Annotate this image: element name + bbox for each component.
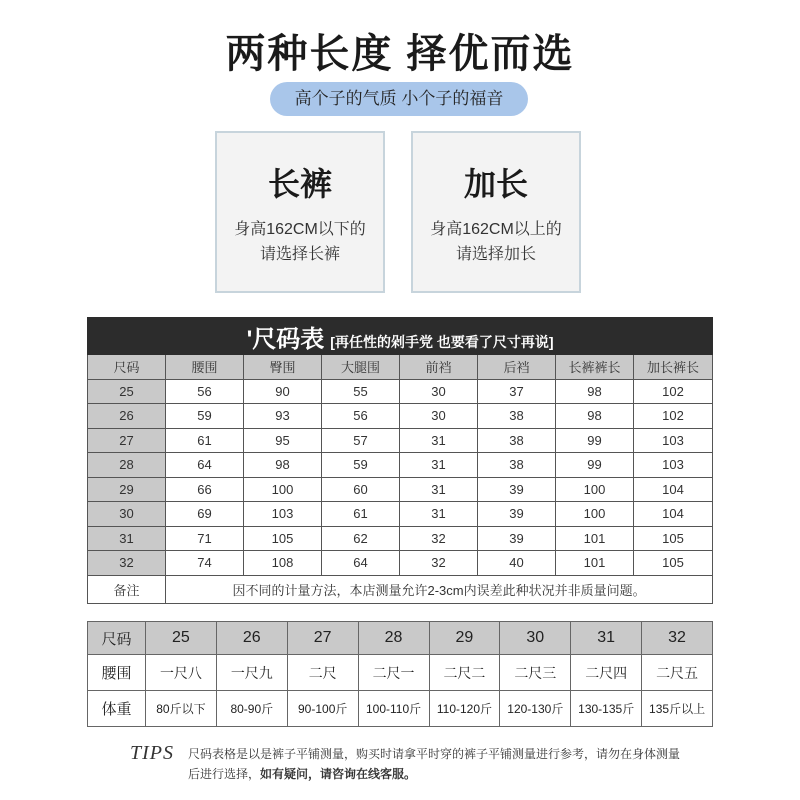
table-cell: 30 <box>500 622 571 655</box>
tips-contact-note: 如有疑问，请咨询在线客服。 <box>260 767 417 781</box>
measurement-cell: 100 <box>556 502 634 527</box>
table-row <box>88 428 713 453</box>
row-header: 腰围 <box>88 655 146 691</box>
size-cell: 27 <box>88 428 166 453</box>
table-row <box>88 404 713 429</box>
card-description-line: 身高162CM以上的 <box>430 221 562 238</box>
subtitle-pill: 高个子的气质 小个子的福音 <box>270 82 528 116</box>
measurement-cell: 104 <box>634 502 713 527</box>
table-row <box>88 477 713 502</box>
measurement-cell: 108 <box>244 551 322 576</box>
measurement-cell: 95 <box>244 428 322 453</box>
measurement-cell: 98 <box>556 404 634 429</box>
measurement-cell: 102 <box>634 379 713 404</box>
table-cell: 31 <box>571 622 642 655</box>
size-cell: 30 <box>88 502 166 527</box>
measurement-cell: 61 <box>166 428 244 453</box>
row-header: 尺码 <box>88 622 146 655</box>
measurement-cell: 32 <box>400 526 478 551</box>
table-cell: 90-100斤 <box>287 691 358 727</box>
note-text: 因不同的计量方法，本店测量允许2-3cm内误差此种状况并非质量问题。 <box>166 575 713 603</box>
tips-body: 尺码表格是以是裤子平铺测量，购买时请拿平时穿的裤子平铺测量进行参考，请勿在身体测量后进行选择， <box>188 747 681 781</box>
column-header: 前裆 <box>400 355 478 380</box>
measurement-cell: 103 <box>634 428 713 453</box>
size-cell: 29 <box>88 477 166 502</box>
table-row <box>88 551 713 576</box>
size-cell: 25 <box>88 379 166 404</box>
page-title: 两种长度 择优而选 <box>225 32 575 76</box>
table-cell: 80-90斤 <box>216 691 287 727</box>
column-header: 后裆 <box>478 355 556 380</box>
measurement-cell: 74 <box>166 551 244 576</box>
measurement-cell: 103 <box>244 502 322 527</box>
measurement-cell: 105 <box>634 526 713 551</box>
measurement-cell: 38 <box>478 428 556 453</box>
table-cell: 29 <box>429 622 500 655</box>
table-cell: 二尺四 <box>571 655 642 691</box>
measurement-cell: 40 <box>478 551 556 576</box>
table-cell: 一尺八 <box>146 655 217 691</box>
measurement-cell: 103 <box>634 453 713 478</box>
table-cell: 二尺 <box>287 655 358 691</box>
measurement-cell: 56 <box>166 379 244 404</box>
size-cell: 28 <box>88 453 166 478</box>
measurement-cell: 31 <box>400 502 478 527</box>
size-cell: 32 <box>88 551 166 576</box>
table-cell: 二尺五 <box>642 655 713 691</box>
table-cell: 80斤以下 <box>146 691 217 727</box>
table-cell: 二尺三 <box>500 655 571 691</box>
table-cell: 135斤以上 <box>642 691 713 727</box>
measurement-cell: 31 <box>400 477 478 502</box>
measurement-cell: 55 <box>322 379 400 404</box>
size-cell: 31 <box>88 526 166 551</box>
column-header: 大腿围 <box>322 355 400 380</box>
measurement-cell: 38 <box>478 453 556 478</box>
card-title: 加长 <box>463 166 528 202</box>
size-table-note-row <box>88 575 713 603</box>
tips-label: TIPS <box>130 742 174 764</box>
measurement-cell: 69 <box>166 502 244 527</box>
measurement-cell: 56 <box>322 404 400 429</box>
reference-table-body <box>88 622 713 727</box>
table-cell: 32 <box>642 622 713 655</box>
card-regular-length <box>215 131 385 293</box>
measurement-cell: 104 <box>634 477 713 502</box>
measurement-cell: 98 <box>556 379 634 404</box>
column-header: 尺码 <box>88 355 166 380</box>
table-cell: 100-110斤 <box>358 691 429 727</box>
measurement-cell: 105 <box>634 551 713 576</box>
table-cell: 二尺一 <box>358 655 429 691</box>
table-cell: 120-130斤 <box>500 691 571 727</box>
measurement-cell: 93 <box>244 404 322 429</box>
measurement-cell: 64 <box>166 453 244 478</box>
measurement-cell: 101 <box>556 526 634 551</box>
size-table-body <box>88 379 713 575</box>
measurement-cell: 38 <box>478 404 556 429</box>
measurement-cell: 30 <box>400 404 478 429</box>
measurement-cell: 90 <box>244 379 322 404</box>
measurement-cell: 60 <box>322 477 400 502</box>
size-table-column-headers <box>88 355 713 380</box>
column-header: 腰围 <box>166 355 244 380</box>
measurement-cell: 37 <box>478 379 556 404</box>
size-table-title: 尺码表 <box>252 325 325 353</box>
card-description <box>413 217 579 267</box>
note-label: 备注 <box>88 575 166 603</box>
measurement-cell: 98 <box>244 453 322 478</box>
measurement-cell: 39 <box>478 477 556 502</box>
row-header: 体重 <box>88 691 146 727</box>
measurement-cell: 64 <box>322 551 400 576</box>
size-table-subtitle: [再任性的剁手党 也要看了尺寸再说] <box>330 333 554 350</box>
measurement-cell: 31 <box>400 428 478 453</box>
column-header: 臀围 <box>244 355 322 380</box>
measurement-cell: 99 <box>556 453 634 478</box>
measurement-cell: 39 <box>478 502 556 527</box>
table-row <box>88 691 713 727</box>
table-cell: 26 <box>216 622 287 655</box>
card-description-line: 请选择加长 <box>455 246 536 263</box>
table-row <box>88 379 713 404</box>
card-description <box>217 217 383 267</box>
table-cell: 25 <box>146 622 217 655</box>
measurement-cell: 99 <box>556 428 634 453</box>
measurement-cell: 59 <box>322 453 400 478</box>
table-cell: 130-135斤 <box>571 691 642 727</box>
measurement-cell: 100 <box>244 477 322 502</box>
card-title: 长裤 <box>267 166 332 202</box>
card-description-line: 请选择长裤 <box>259 246 340 263</box>
reference-table <box>87 621 713 727</box>
measurement-cell: 102 <box>634 404 713 429</box>
measurement-cell: 62 <box>322 526 400 551</box>
table-cell: 二尺二 <box>429 655 500 691</box>
table-cell: 28 <box>358 622 429 655</box>
measurement-cell: 59 <box>166 404 244 429</box>
measurement-cell: 100 <box>556 477 634 502</box>
size-table-header <box>88 318 713 355</box>
table-cell: 110-120斤 <box>429 691 500 727</box>
measurement-cell: 39 <box>478 526 556 551</box>
column-header: 加长裤长 <box>634 355 713 380</box>
table-cell: 一尺九 <box>216 655 287 691</box>
table-cell: 27 <box>287 622 358 655</box>
measurement-cell: 30 <box>400 379 478 404</box>
tips-text <box>188 744 688 784</box>
measurement-cell: 101 <box>556 551 634 576</box>
size-table-title-mark: ' <box>246 325 253 353</box>
table-row <box>88 453 713 478</box>
measurement-cell: 57 <box>322 428 400 453</box>
measurement-cell: 61 <box>322 502 400 527</box>
card-extra-length <box>411 131 581 293</box>
measurement-cell: 66 <box>166 477 244 502</box>
table-row <box>88 502 713 527</box>
column-header: 长裤裤长 <box>556 355 634 380</box>
measurement-cell: 105 <box>244 526 322 551</box>
table-row <box>88 655 713 691</box>
size-table <box>87 317 713 604</box>
table-row <box>88 622 713 655</box>
table-row <box>88 526 713 551</box>
measurement-cell: 32 <box>400 551 478 576</box>
measurement-cell: 31 <box>400 453 478 478</box>
measurement-cell: 71 <box>166 526 244 551</box>
card-description-line: 身高162CM以下的 <box>234 221 366 238</box>
size-cell: 26 <box>88 404 166 429</box>
